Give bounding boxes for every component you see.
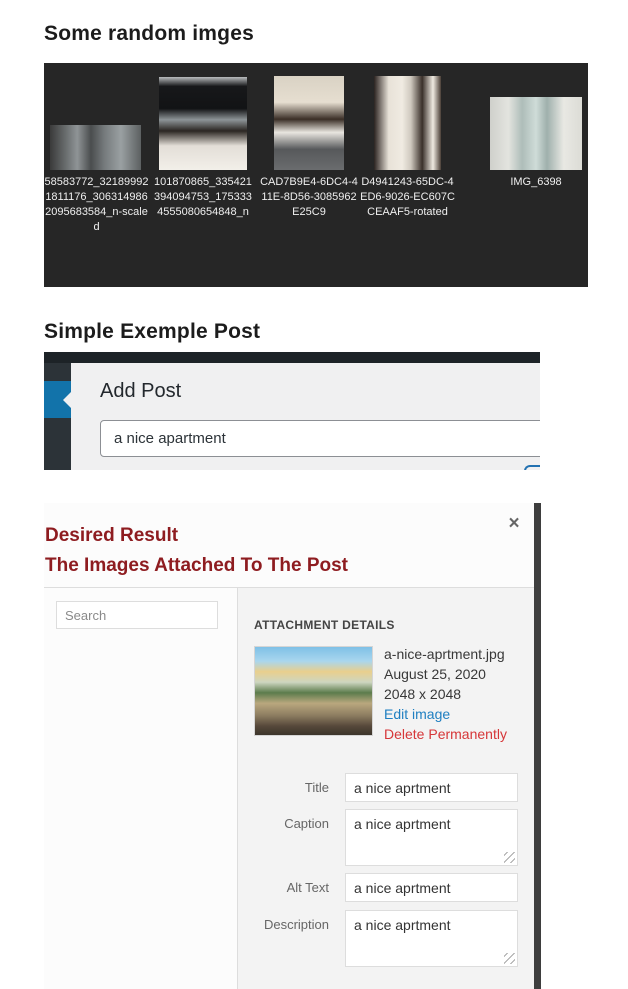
search-input[interactable] [56,601,218,629]
editor-box-corner [524,465,540,470]
gallery-image-bathroom[interactable] [274,76,344,170]
gallery-image-hallway[interactable] [374,76,441,170]
gallery-image-living-room[interactable] [490,97,582,170]
gallery-caption: CAD7B9E4-6DC4-411E-8D56-3085962E25C9 [260,176,358,218]
gallery-caption: 58583772_321899921811176_3063149862095683584_n-scaled [44,176,149,233]
wp-admin-screenshot [44,352,540,470]
delete-permanently-link[interactable]: Delete Permanently [384,726,507,742]
alt-text-field-row [254,873,518,902]
menu-arrow-icon [63,391,72,409]
attachment-details-panel [237,588,534,989]
caption-field-textarea[interactable] [345,809,518,866]
attachment-thumbnail[interactable] [254,646,373,736]
post-title-input[interactable] [100,420,540,457]
title-field-label: Title [304,780,329,795]
description-field-label: Description [263,917,329,932]
modal-scrollbar[interactable] [534,503,541,989]
gallery-image-apartment-panorama[interactable] [50,125,141,170]
caption-field-label: Caption [284,816,329,831]
media-library-pane [44,588,237,989]
attachment-date: August 25, 2020 [384,666,486,682]
edit-image-link[interactable]: Edit image [384,706,451,722]
close-icon[interactable]: × [508,513,520,534]
wp-admin-sidebar [44,363,71,470]
post-section-heading: Simple Exemple Post [44,320,261,343]
description-field-textarea[interactable] [345,910,518,967]
alt-text-field-input[interactable] [345,873,518,902]
title-field-input[interactable] [345,773,518,802]
gallery-image-kitchen[interactable] [159,77,247,170]
wp-admin-topbar [44,352,540,363]
attachment-details-title: ATTACHMENT DETAILS [254,618,395,632]
caption-field-row [254,809,518,866]
gallery-caption: 101870865_335421394094753_1753334555080654848_n [154,176,252,218]
wp-admin-current-menu-item[interactable] [44,381,71,418]
media-modal-screenshot [44,503,541,989]
image-gallery [44,63,588,287]
add-post-title: Add Post [100,380,182,402]
description-field-row [254,910,518,967]
alt-text-field-label: Alt Text [286,880,329,895]
attachment-filename: a-nice-aprtment.jpg [384,646,505,662]
result-heading-line2: The Images Attached To The Post [45,555,348,576]
gallery-section-heading: Some random imges [44,22,254,45]
attachment-dimensions: 2048 x 2048 [384,686,462,702]
gallery-caption: IMG_6398 [510,176,562,188]
gallery-caption: D4941243-65DC-4ED6-9026-EC607CCEAAF5-rotated [360,176,455,218]
result-heading-line1: Desired Result [45,525,179,546]
title-field-row [254,773,518,802]
